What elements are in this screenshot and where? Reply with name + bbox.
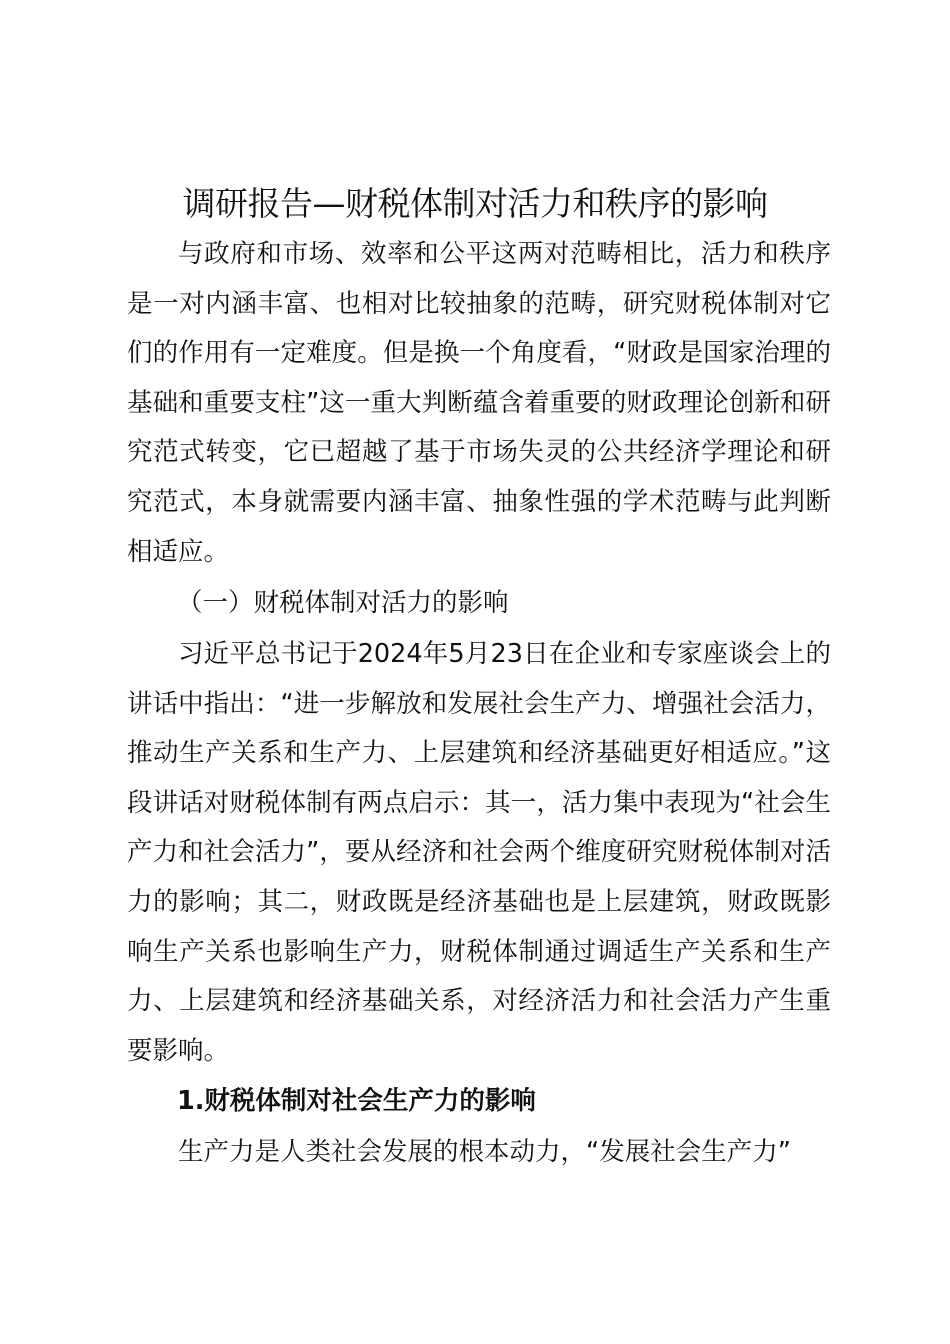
- paragraph-speech: 习近平总书记于2024年5月23日在企业和专家座谈会上的讲话中指出：“进一步解放和发展社会生产力、增强社会活力，推动生产关系和生产力、上层建筑和经济基础更好相适应。”这段讲话对财税体制有两点启示：其一，活力集中表现为“社会生产力和社会活力”，要从经济和社会两个维度研究财税体制对活力的影响；其二，财政既是经济基础也是上层建筑，财政既影响生产关系也影响生产力，财税体制通过调适生产关系和生产力、上层建筑和经济基础关系，对经济活力和社会活力产生重要影响。: [127, 639, 831, 1066]
- section-heading-vitality: （一）财税体制对活力的影响: [177, 588, 509, 618]
- subsection-heading-productivity: 1.财税体制对社会生产力的影响: [177, 1086, 536, 1116]
- paragraph-intro: 与政府和市场、效率和公平这两对范畴相比，活力和秩序是一对内涵丰富、也相对比较抽象的范畴，研究财税体制对它们的作用有一定难度。但是换一个角度看，“财政是国家治理的基础和重要支柱”这一重大判断蕴含着重要的财政理论创新和研究范式转变，它已超越了基于市场失灵的公共经济学理论和研究范式，本身就需要内涵丰富、抽象性强的学术范畴与此判断相适应。: [127, 239, 831, 567]
- document-title: 调研报告—财税体制对活力和秩序的影响: [182, 184, 768, 223]
- paragraph-productivity: 生产力是人类社会发展的根本动力，“发展社会生产力”: [178, 1137, 791, 1167]
